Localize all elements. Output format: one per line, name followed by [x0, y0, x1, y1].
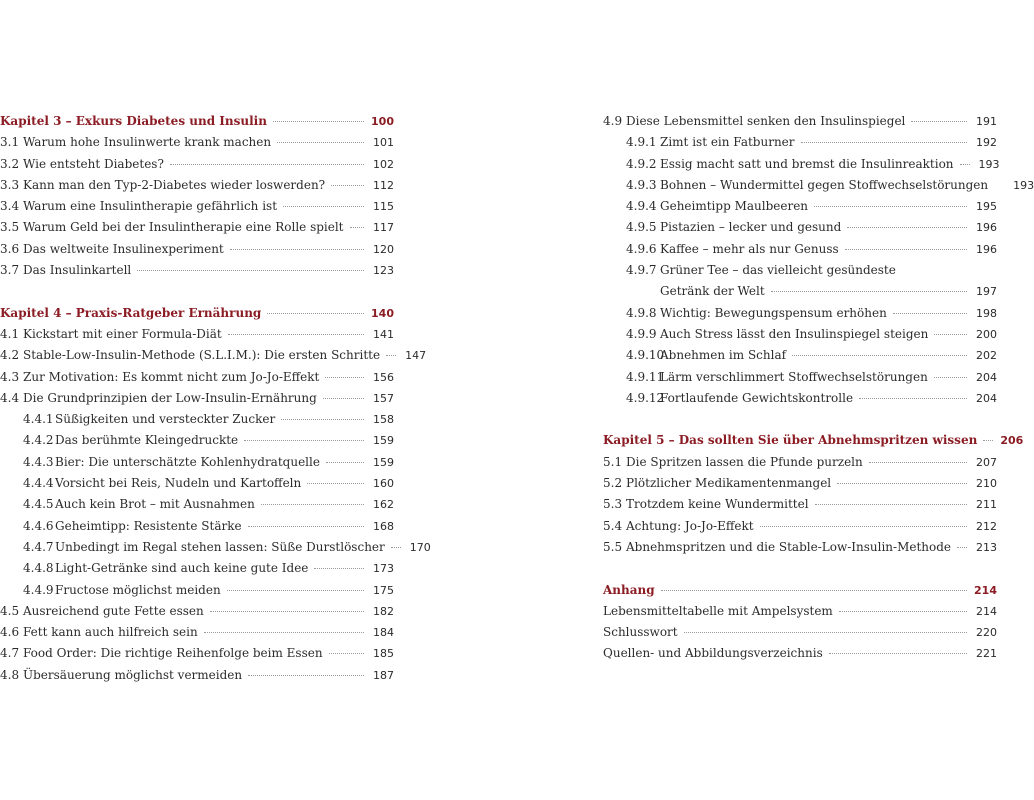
entry-number: 4.6 [0, 625, 20, 640]
page-number: 158 [373, 413, 394, 427]
page-number: 102 [373, 157, 394, 171]
dot-leader [684, 632, 967, 633]
entry-title: Süßigkeiten und versteckter Zucker [55, 412, 276, 427]
toc-entry [603, 452, 997, 473]
dot-leader [326, 462, 364, 463]
entry-title: Kaffee – mehr als nur Genuss [660, 241, 839, 256]
toc-subentry [603, 367, 997, 388]
toc-chapter-3 [0, 111, 394, 132]
dot-leader [661, 590, 967, 591]
page-number: 112 [373, 178, 394, 192]
entry-number: 4.3 [0, 369, 20, 384]
dot-leader [801, 142, 967, 143]
dot-leader [386, 355, 396, 356]
entry-number: 4.4.3 [23, 454, 54, 469]
dot-leader [391, 547, 401, 548]
entry-number: 4.9.2 [626, 156, 657, 171]
entry-title: Die Spritzen lassen die Pfunde purzeln [626, 454, 863, 469]
toc-entry [603, 622, 997, 643]
page-number: 220 [976, 626, 997, 640]
page-number: 200 [976, 327, 997, 341]
entry-title: Fructose möglichst meiden [55, 582, 221, 597]
entry-title: Geheimtipp Maulbeeren [660, 199, 809, 214]
entry-title: Auch Stress lässt den Insulinspiegel steigen [660, 326, 929, 341]
entry-title: Bier: Die unterschätzte Kohlenhydratquelle [55, 454, 320, 469]
entry-number: 3.3 [0, 177, 20, 192]
toc-subentry [603, 345, 997, 366]
entry-title: Lebensmitteltabelle mit Ampelsystem [603, 603, 833, 618]
entry-number: 3.6 [0, 241, 20, 256]
toc-entry [0, 217, 394, 238]
dot-leader [792, 355, 967, 356]
page-number: 213 [976, 540, 998, 554]
page-number: 192 [976, 136, 997, 150]
dot-leader [204, 632, 364, 633]
dot-leader [210, 611, 364, 612]
entry-title: Warum hohe Insulinwerte krank machen [23, 135, 272, 150]
dot-leader [911, 121, 967, 122]
page-number: 159 [373, 455, 394, 469]
entry-number: 4.4.6 [23, 518, 54, 533]
entry-number: 4.9.9 [626, 326, 657, 341]
page-number: 170 [409, 540, 431, 554]
entry-number: 4.4.5 [23, 497, 54, 512]
toc-subentry [0, 430, 394, 451]
entry-number: 4.9.7 [626, 263, 657, 278]
page-number: 173 [373, 562, 394, 576]
page-number: 211 [976, 498, 997, 512]
entry-title: Die Grundprinzipien der Low-Insulin-Ernährung [23, 390, 317, 405]
page-number: 100 [371, 115, 394, 128]
page-number: 175 [373, 583, 394, 597]
toc-subentry [0, 494, 394, 515]
dot-leader [845, 249, 967, 250]
dot-leader [760, 526, 967, 527]
toc-left-column [0, 111, 431, 686]
entry-title: Essig macht satt und bremst die Insulinreaktion [660, 156, 954, 171]
entry-title: Das Insulinkartell [23, 263, 132, 278]
entry-title: Fortlaufende Gewichtskontrolle [660, 390, 854, 405]
entry-title: Kickstart mit einer Formula-Diät [23, 326, 222, 341]
entry-title: Kann man den Typ-2-Diabetes wieder loswerden? [23, 177, 326, 192]
entry-number: 4.2 [0, 348, 20, 363]
dot-leader [934, 377, 967, 378]
entry-title: Vorsicht bei Reis, Nudeln und Kartoffeln [55, 476, 302, 491]
dot-leader [244, 440, 364, 441]
dot-leader [350, 227, 364, 228]
dot-leader [771, 291, 967, 292]
dot-leader [170, 164, 364, 165]
entry-title: Zur Motivation: Es kommt nicht zum Jo-Jo-Effekt [23, 369, 320, 384]
toc-entry [603, 537, 997, 558]
dot-leader [869, 462, 967, 463]
entry-number: 4.9 [603, 114, 623, 128]
entry-title: Bohnen – Wundermittel gegen Stoffwechselstörungen [660, 177, 989, 192]
entry-number: 4.9.12 [626, 390, 665, 405]
entry-number: 4.9.6 [626, 241, 657, 256]
chapter-title: Kapitel 5 – Das sollten Sie über Abnehmspritzen wissen [603, 433, 978, 448]
dot-leader [261, 504, 364, 505]
page-number: 182 [373, 604, 394, 618]
toc-entry [603, 601, 997, 622]
entry-number: 4.9.10 [626, 348, 665, 363]
toc-subentry [0, 473, 394, 494]
entry-title: Übersäuerung möglichst vermeiden [23, 667, 243, 682]
toc-entry [603, 473, 997, 494]
page-number: 117 [373, 221, 394, 235]
entry-number: 5.2 [603, 476, 623, 491]
toc-subentry [0, 580, 394, 601]
dot-leader [248, 526, 364, 527]
page-number: 168 [373, 519, 394, 533]
toc-entry [0, 260, 394, 281]
toc-subentry [0, 537, 431, 558]
dot-leader [228, 334, 364, 335]
dot-leader [983, 440, 993, 441]
dot-leader [829, 653, 967, 654]
page-number: 162 [373, 498, 394, 512]
dot-leader [957, 547, 967, 548]
toc-entry [0, 367, 394, 388]
page-number: 214 [974, 583, 997, 597]
entry-title: Trotzdem keine Wundermittel [626, 497, 809, 512]
toc-appendix [603, 580, 997, 601]
toc-subentry [0, 409, 394, 430]
toc-entry [0, 196, 394, 217]
entry-title: Grüner Tee – das vielleicht gesündeste [660, 263, 896, 278]
toc-entry [0, 175, 394, 196]
toc-subentry [603, 324, 997, 345]
entry-title: Quellen- und Abbildungsverzeichnis [603, 646, 823, 661]
entry-number: 3.4 [0, 199, 20, 214]
dot-leader [273, 121, 364, 122]
dot-leader [893, 313, 967, 314]
chapter-title: Kapitel 4 – Praxis-Ratgeber Ernährung [0, 305, 262, 320]
dot-leader [227, 590, 364, 591]
entry-title: Stable-Low-Insulin-Methode (S.L.I.M.): Die ersten Schritte [23, 348, 381, 363]
dot-leader [331, 185, 364, 186]
entry-number: 4.4.9 [23, 582, 54, 597]
toc-entry [603, 111, 997, 132]
entry-number: 5.4 [603, 518, 623, 533]
toc-entry [603, 643, 997, 664]
entry-title: Abnehmen im Schlaf [660, 348, 787, 363]
toc-subentry [0, 452, 394, 473]
chapter-title: Kapitel 3 – Exkurs Diabetes und Insulin [0, 114, 267, 128]
entry-number: 4.4.1 [23, 412, 54, 427]
toc-subentry [603, 175, 1034, 196]
entry-number: 5.1 [603, 454, 623, 469]
toc-entry [0, 239, 394, 260]
page-number: 187 [373, 668, 394, 682]
toc-right-column [603, 111, 1034, 665]
page-number: 160 [373, 477, 394, 491]
dot-leader [267, 313, 364, 314]
entry-number: 5.5 [603, 539, 623, 554]
dot-leader [137, 270, 364, 271]
dot-leader [277, 142, 364, 143]
entry-title: Schlusswort [603, 625, 678, 640]
entry-title: Food Order: Die richtige Reihenfolge beim Essen [23, 646, 323, 661]
entry-number: 3.7 [0, 263, 20, 278]
entry-number: 5.3 [603, 497, 623, 512]
entry-number: 4.4 [0, 390, 20, 405]
entry-title: Lärm verschlimmert Stoffwechselstörungen [660, 369, 928, 384]
page-number: 196 [976, 242, 997, 256]
toc-subentry [0, 558, 394, 579]
entry-number: 4.9.8 [626, 305, 657, 320]
entry-title: Auch kein Brot – mit Ausnahmen [55, 497, 255, 512]
toc-entry [603, 494, 997, 515]
entry-title: Light-Getränke sind auch keine gute Idee [55, 561, 309, 576]
entry-title: Warum eine Insulintherapie gefährlich ist [23, 199, 278, 214]
dot-leader [230, 249, 364, 250]
entry-number: 4.4.4 [23, 476, 54, 491]
toc-subentry [0, 516, 394, 537]
page-number: 197 [976, 285, 997, 299]
page-number: 156 [373, 370, 394, 384]
entry-title: Geheimtipp: Resistente Stärke [55, 518, 242, 533]
entry-number: 3.2 [0, 156, 20, 171]
page-number: 204 [976, 391, 997, 405]
entry-number: 3.1 [0, 135, 20, 150]
page-number: 184 [373, 626, 394, 640]
entry-title: Achtung: Jo-Jo-Effekt [626, 518, 754, 533]
page-number: 147 [405, 349, 427, 363]
toc-entry [603, 516, 997, 537]
toc-entry [0, 601, 394, 622]
dot-leader [323, 398, 364, 399]
page-number: 157 [373, 391, 394, 405]
entry-number: 4.4.7 [23, 539, 54, 554]
page-number: 198 [976, 306, 997, 320]
entry-title: Ausreichend gute Fette essen [23, 603, 204, 618]
page-number: 204 [976, 370, 997, 384]
entry-title-continued: Getränk der Welt [660, 284, 765, 299]
page-number: 202 [976, 349, 997, 363]
toc-entry [0, 345, 427, 366]
dot-leader [314, 568, 364, 569]
toc-entry [0, 643, 394, 664]
toc-subentry [603, 196, 997, 217]
entry-title: Abnehmspritzen und die Stable-Low-Insulin-Methode [626, 539, 952, 554]
page-number: 207 [976, 455, 997, 469]
toc-entry [0, 132, 394, 153]
dot-leader [837, 483, 967, 484]
dot-leader [307, 483, 364, 484]
toc-entry [0, 154, 394, 175]
page-number: 196 [976, 221, 997, 235]
toc-chapter-5 [603, 430, 1024, 451]
dot-leader [960, 164, 970, 165]
entry-number: 3.5 [0, 220, 20, 235]
entry-number: 4.5 [0, 603, 20, 618]
entry-number: 4.9.11 [626, 369, 665, 384]
page-number: 123 [373, 264, 394, 278]
page-number: 101 [373, 136, 394, 150]
toc-subentry [603, 260, 997, 281]
dot-leader [859, 398, 967, 399]
toc-subentry [603, 239, 997, 260]
page-number: 115 [373, 200, 394, 214]
page-number: 193 [1013, 178, 1034, 192]
entry-title: Pistazien – lecker und gesund [660, 220, 842, 235]
page-number: 206 [1000, 434, 1024, 448]
dot-leader [325, 377, 364, 378]
toc-subentry [603, 303, 997, 324]
entry-title: Diese Lebensmittel senken den Insulinspiegel [626, 114, 906, 128]
dot-leader [248, 675, 364, 676]
toc-subentry [603, 388, 997, 409]
toc-entry [0, 665, 394, 686]
dot-leader [847, 227, 967, 228]
page-number: 195 [976, 200, 997, 214]
entry-number: 4.8 [0, 667, 20, 682]
toc-chapter-4 [0, 303, 394, 324]
entry-title: Das berühmte Kleingedruckte [55, 433, 239, 448]
dot-leader [934, 334, 967, 335]
entry-title: Fett kann auch hilfreich sein [23, 625, 198, 640]
page-number: 140 [371, 306, 394, 320]
entry-number: 4.9.5 [626, 220, 657, 235]
entry-title: Unbedingt im Regal stehen lassen: Süße Durstlöscher [55, 539, 385, 554]
dot-leader [283, 206, 364, 207]
toc-subentry [603, 217, 997, 238]
toc-subentry [603, 154, 1000, 175]
toc-entry [0, 622, 394, 643]
toc-entry [0, 388, 394, 409]
page-number: 193 [978, 157, 1000, 171]
entry-title: Plötzlicher Medikamentenmangel [626, 476, 832, 491]
entry-number: 4.9.4 [626, 199, 657, 214]
page-number: 212 [976, 519, 997, 533]
entry-title: Wichtig: Bewegungspensum erhöhen [660, 305, 887, 320]
entry-title: Das weltweite Insulinexperiment [23, 241, 224, 256]
entry-number: 4.4.8 [23, 561, 54, 576]
dot-leader [329, 653, 364, 654]
dot-leader [815, 504, 967, 505]
toc-subentry-continuation [603, 281, 997, 302]
entry-number: 4.9.3 [626, 177, 657, 192]
entry-title: Wie entsteht Diabetes? [23, 156, 164, 171]
page-number: 210 [976, 477, 997, 491]
dot-leader [281, 419, 364, 420]
entry-title: Zimt ist ein Fatburner [660, 135, 795, 150]
page-number: 185 [373, 647, 394, 661]
page-number: 120 [373, 242, 394, 256]
dot-leader [839, 611, 967, 612]
entry-number: 4.9.1 [626, 135, 657, 150]
page-number: 159 [373, 434, 394, 448]
toc-subentry [603, 132, 997, 153]
dot-leader [814, 206, 967, 207]
page-number: 214 [976, 604, 997, 618]
page-number: 141 [373, 327, 394, 341]
page-number: 221 [976, 647, 997, 661]
entry-title: Warum Geld bei der Insulintherapie eine Rolle spielt [23, 220, 344, 235]
page-number: 191 [976, 115, 997, 128]
entry-number: 4.1 [0, 326, 20, 341]
chapter-title: Anhang [603, 582, 655, 597]
entry-number: 4.4.2 [23, 433, 54, 448]
entry-number: 4.7 [0, 646, 20, 661]
toc-entry [0, 324, 394, 345]
